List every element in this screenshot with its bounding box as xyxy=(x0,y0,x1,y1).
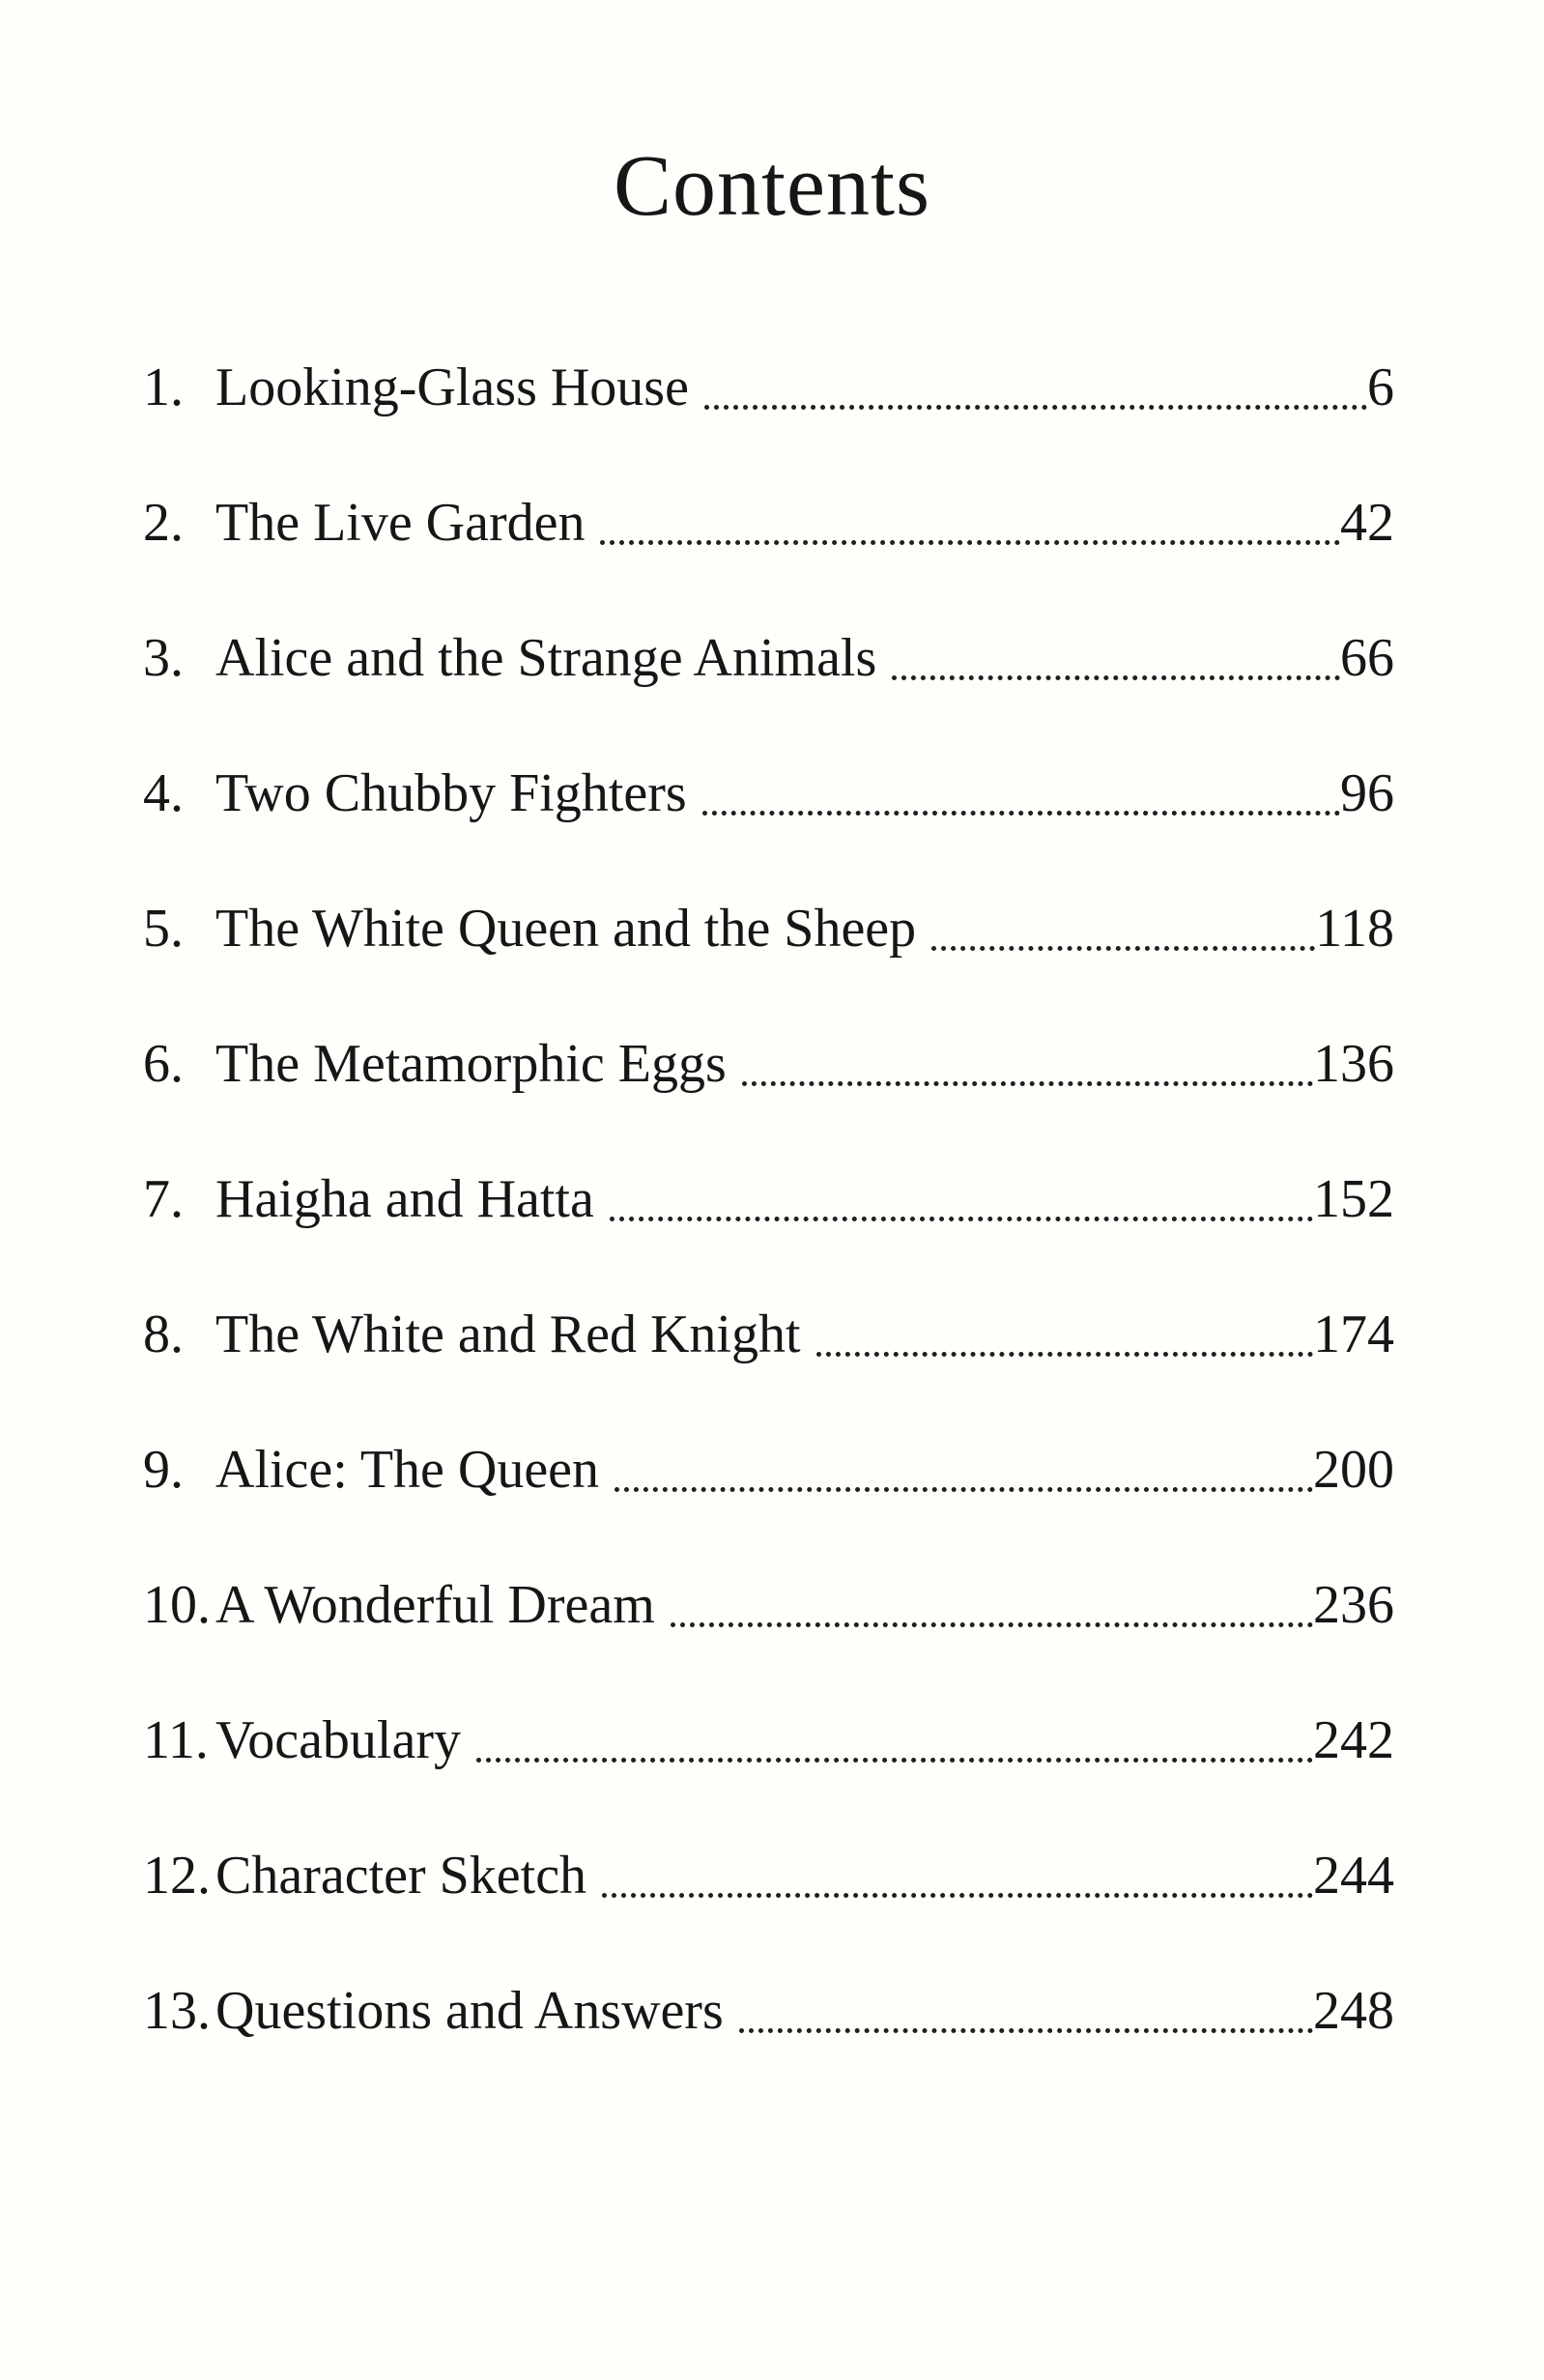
toc-entry xyxy=(143,354,1394,421)
dot-leader xyxy=(600,540,1340,545)
dot-leader xyxy=(931,946,1315,951)
chapter-title: The Live Garden xyxy=(215,493,586,553)
chapter-number: 12. xyxy=(143,1846,211,1906)
toc-entry xyxy=(143,1977,1394,2045)
chapter-title: The White and Red Knight xyxy=(215,1305,801,1364)
chapter-number: 7. xyxy=(143,1169,184,1229)
dot-leader xyxy=(704,405,1367,410)
chapter-number: 3. xyxy=(143,628,184,688)
toc-entry xyxy=(143,1165,1394,1233)
chapter-title: The White Queen and the Sheep xyxy=(215,899,917,959)
chapter-number: 1. xyxy=(143,358,184,417)
page-number: 152 xyxy=(1313,1169,1394,1229)
page-number: 248 xyxy=(1313,1981,1394,2041)
page-number: 242 xyxy=(1313,1710,1394,1770)
page-number: 96 xyxy=(1340,763,1394,823)
toc-entry xyxy=(143,1706,1394,1774)
dot-leader xyxy=(476,1758,1313,1763)
dot-leader xyxy=(610,1217,1313,1221)
dot-leader xyxy=(615,1487,1313,1492)
toc-entry xyxy=(143,1030,1394,1098)
dot-leader xyxy=(816,1352,1314,1357)
chapter-number: 2. xyxy=(143,493,184,553)
page-number: 200 xyxy=(1313,1440,1394,1500)
contents-page xyxy=(0,138,1544,2380)
page-number: 136 xyxy=(1313,1034,1394,1094)
page-title: Contents xyxy=(613,138,930,234)
toc-entry xyxy=(143,1571,1394,1639)
dot-leader xyxy=(702,811,1340,816)
page-number: 42 xyxy=(1340,493,1394,553)
chapter-title: Two Chubby Fighters xyxy=(215,763,687,823)
chapter-title: Vocabulary xyxy=(215,1710,461,1770)
chapter-number: 5. xyxy=(143,899,184,959)
toc-entry xyxy=(143,1842,1394,1909)
toc-entry xyxy=(143,895,1394,962)
dot-leader xyxy=(739,2028,1313,2033)
chapter-number: 8. xyxy=(143,1305,184,1364)
chapter-title: Questions and Answers xyxy=(215,1981,724,2041)
dot-leader xyxy=(671,1622,1313,1627)
chapter-number: 11. xyxy=(143,1710,209,1770)
chapter-title: The Metamorphic Eggs xyxy=(215,1034,727,1094)
chapter-number: 13. xyxy=(143,1981,211,2041)
page-number: 6 xyxy=(1367,358,1394,417)
chapter-title: Haigha and Hatta xyxy=(215,1169,594,1229)
page-number: 118 xyxy=(1315,899,1394,959)
dot-leader xyxy=(602,1893,1313,1898)
page-number: 236 xyxy=(1313,1575,1394,1635)
toc-entry xyxy=(143,1436,1394,1504)
toc-entry xyxy=(143,489,1394,557)
toc-list xyxy=(143,354,1394,2045)
page-number: 66 xyxy=(1340,628,1394,688)
page-number: 174 xyxy=(1313,1305,1394,1364)
chapter-number: 10. xyxy=(143,1575,211,1635)
dot-leader xyxy=(892,675,1340,680)
dot-leader xyxy=(742,1081,1313,1086)
chapter-number: 9. xyxy=(143,1440,184,1500)
toc-entry xyxy=(143,760,1394,827)
chapter-title: Alice: The Queen xyxy=(215,1440,600,1500)
chapter-title: Looking-Glass House xyxy=(215,358,689,417)
chapter-title: A Wonderful Dream xyxy=(215,1575,655,1635)
chapter-title: Alice and the Strange Animals xyxy=(215,628,877,688)
chapter-title: Character Sketch xyxy=(215,1846,587,1906)
page-number: 244 xyxy=(1313,1846,1394,1906)
chapter-number: 4. xyxy=(143,763,184,823)
chapter-number: 6. xyxy=(143,1034,184,1094)
toc-entry xyxy=(143,624,1394,692)
toc-entry xyxy=(143,1301,1394,1368)
